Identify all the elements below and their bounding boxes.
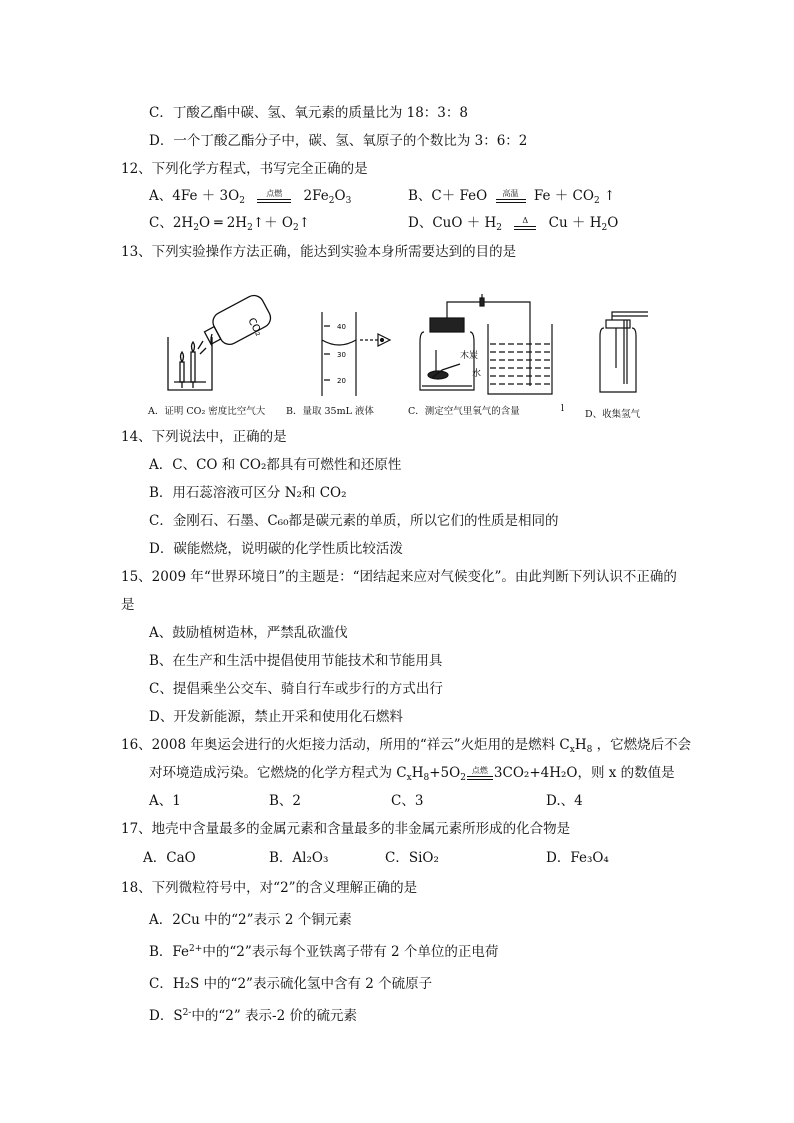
q17-option-a: A．CaO	[143, 850, 196, 866]
bottle-label: CO₂	[245, 316, 264, 339]
caption-a: A．证明 CO₂ 密度比空气大	[148, 406, 266, 417]
caption-b: B．量取 35mL 液体	[286, 406, 374, 417]
q16-stem-line1: 16、2008 年奥运会进行的火炬接力活动，所用的“祥云”火炬用的是燃料 $C_xH_8$ ，它燃烧后不会	[121, 737, 692, 755]
q18-option-a: A．2Cu 中的“2”表示 2 个铜元素	[149, 912, 352, 928]
q12-stem: 12、下列化学方程式，书写完全正确的是	[121, 161, 368, 177]
q12-option-a: A、$4Fe + 3O_2$ 点燃 $2Fe_2O_3$	[149, 188, 352, 206]
q18-option-d: D．$S^{2-}$中的“2” 表示-2 价的硫元素	[149, 1008, 357, 1024]
q16-stem-line2: 对环境造成污染。它燃烧的化学方程式为 $C_xH_8+5O_2$ 点燃 3CO₂+4H₂O，则 x 的数值是	[149, 765, 675, 783]
q16-option-a: A、1	[149, 793, 181, 809]
label-water: 水	[472, 369, 482, 379]
q15-option-b: B、在生产和生活中提倡使用节能技术和节能用具	[149, 653, 443, 669]
q11-option-d: D．一个丁酸乙酯分子中，碳、氢、氧原子的个数比为 3：6：2	[149, 133, 528, 149]
figure-b-graduated-cylinder	[310, 310, 400, 400]
q15-option-d: D、开发新能源，禁止开采和使用化石燃料	[149, 709, 403, 725]
q15-stem-line2: 是	[121, 597, 135, 613]
q14-option-a: A．C、CO 和 CO₂都具有可燃性和还原性	[149, 457, 402, 473]
q15-option-c: C、提倡乘坐公交车、骑自行车或步行的方式出行	[149, 681, 443, 697]
tick-30: 30	[337, 351, 346, 359]
q17-option-c: C．SiO₂	[385, 850, 439, 866]
figure-c-oxygen-apparatus	[412, 290, 562, 400]
label-charcoal: 木炭	[460, 351, 479, 361]
figure-a-co2-candles	[160, 292, 280, 397]
q12-option-c: C、$2H_2O$ ═ $2H_2↑+$ $O_2↑$	[149, 215, 311, 233]
figure-d-collection-bottle	[596, 308, 656, 398]
q18-option-b: B．$Fe^{2+}$中的“2”表示每个亚铁离子带有 2 个单位的正电荷	[149, 944, 499, 960]
q16-option-c: C、3	[391, 793, 424, 809]
q15-stem-line1: 15、2009 年“世界环境日”的主题是：“团结起来应对气候变化”。由此判断下列认识不正确的	[121, 569, 677, 585]
q16-option-d: D.、4	[546, 793, 583, 809]
q17-option-d: D．Fe₃O₄	[546, 850, 609, 866]
q14-option-c: C．金刚石、石墨、C₆₀都是碳元素的单质，所以它们的性质是相同的	[149, 513, 559, 529]
q13-stem: 13、下列实验操作方法正确，能达到实验本身所需要达到的目的是	[121, 244, 517, 260]
tick-20: 20	[337, 377, 346, 385]
q14-stem: 14、下列说法中，正确的是	[121, 429, 287, 445]
q17-stem: 17、地壳中含量最多的金属元素和含量最多的非金属元素所形成的化合物是	[121, 821, 571, 837]
q11-option-c: C．丁酸乙酯中碳、氢、氧元素的质量比为 18：3：8	[149, 105, 468, 121]
reaction-condition: 高温	[496, 190, 526, 203]
q15-option-a: A、鼓励植树造林，严禁乱砍滥伐	[149, 625, 348, 641]
q14-option-b: B．用石蕊溶液可区分 N₂和 CO₂	[149, 485, 347, 501]
reaction-condition: 点燃	[467, 767, 493, 780]
q18-option-c: C．H₂S 中的“2”表示硫化氢中含有 2 个硫原子	[149, 976, 433, 992]
q14-option-d: D．碳能燃烧，说明碳的化学性质比较活泼	[149, 541, 403, 557]
q16-option-b: B、2	[269, 793, 302, 809]
q12-option-d: D、CuO ＋ $H_2$ Δ $Cu + H_2O$	[408, 215, 619, 233]
reaction-condition: Δ	[514, 217, 536, 230]
caption-c: C．测定空气里氧气的含量	[408, 406, 520, 417]
reaction-condition: 点燃	[257, 190, 291, 203]
q17-option-b: B．Al₂O₃	[269, 850, 329, 866]
q18-stem: 18、下列微粒符号中，对“2”的含义理解正确的是	[121, 880, 418, 896]
caption-separator: l	[561, 403, 565, 414]
tick-40: 40	[337, 323, 346, 331]
caption-d: D、收集氢气	[585, 409, 641, 420]
q12-option-b: B、C＋ FeO 高温 $Fe + CO_2$ ↑	[408, 188, 616, 206]
